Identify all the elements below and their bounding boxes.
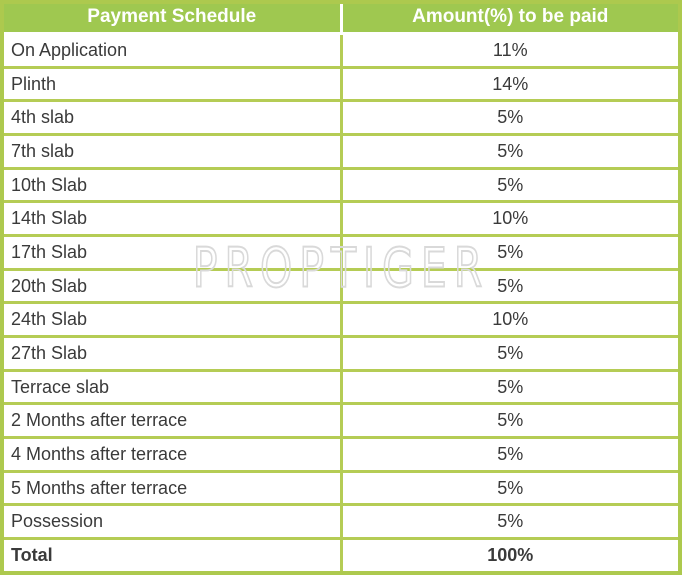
amount-cell: 10%	[341, 202, 680, 236]
milestone-cell: Plinth	[2, 67, 341, 101]
table-row	[2, 202, 680, 236]
amount-cell: 5%	[341, 370, 680, 404]
table-row	[2, 67, 680, 101]
milestone-cell: 7th slab	[2, 135, 341, 169]
table-row	[2, 370, 680, 404]
table-row	[2, 337, 680, 371]
milestone-cell: 17th Slab	[2, 236, 341, 270]
milestone-cell: 24th Slab	[2, 303, 341, 337]
milestone-cell: 2 Months after terrace	[2, 404, 341, 438]
amount-cell: 5%	[341, 404, 680, 438]
table-row	[2, 303, 680, 337]
amount-cell: 14%	[341, 67, 680, 101]
amount-cell: 10%	[341, 303, 680, 337]
amount-cell: 11%	[341, 34, 680, 68]
table-row	[2, 34, 680, 68]
table-row	[2, 471, 680, 505]
table-row	[2, 404, 680, 438]
amount-cell: 5%	[341, 471, 680, 505]
amount-cell: 5%	[341, 438, 680, 472]
header-row	[2, 2, 680, 34]
amount-cell: 5%	[341, 505, 680, 539]
amount-cell: 5%	[341, 168, 680, 202]
milestone-cell: 4th slab	[2, 101, 341, 135]
amount-cell: 5%	[341, 101, 680, 135]
table-row	[2, 135, 680, 169]
table-row	[2, 438, 680, 472]
milestone-cell: 27th Slab	[2, 337, 341, 371]
table-row	[2, 505, 680, 539]
amount-cell: 5%	[341, 135, 680, 169]
milestone-cell: Possession	[2, 505, 341, 539]
amount-cell: 100%	[341, 539, 680, 573]
milestone-cell: Terrace slab	[2, 370, 341, 404]
milestone-cell: 14th Slab	[2, 202, 341, 236]
table-row	[2, 269, 680, 303]
milestone-cell: On Application	[2, 34, 341, 68]
milestone-cell: 5 Months after terrace	[2, 471, 341, 505]
column-header-amount-to-be-paid: Amount(%) to be paid	[341, 2, 680, 34]
table-row	[2, 168, 680, 202]
table-row	[2, 236, 680, 270]
milestone-cell: 10th Slab	[2, 168, 341, 202]
table-row	[2, 539, 680, 573]
amount-cell: 5%	[341, 236, 680, 270]
amount-cell: 5%	[341, 269, 680, 303]
milestone-cell: Total	[2, 539, 341, 573]
table-row	[2, 101, 680, 135]
milestone-cell: 20th Slab	[2, 269, 341, 303]
amount-cell: 5%	[341, 337, 680, 371]
milestone-cell: 4 Months after terrace	[2, 438, 341, 472]
column-header-payment-schedule: Payment Schedule	[2, 2, 341, 34]
